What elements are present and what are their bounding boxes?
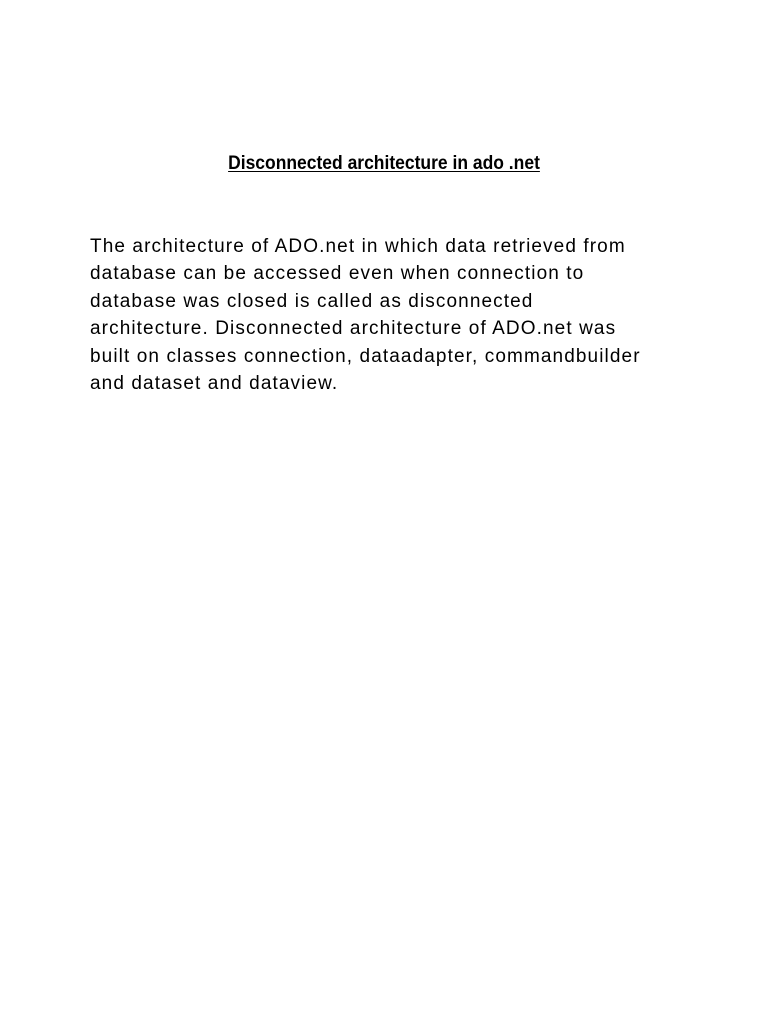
document-title: Disconnected architecture in ado .net xyxy=(228,153,540,174)
paragraph-line: and dataset and dataview. xyxy=(90,373,339,395)
paragraph-line: architecture. Disconnected architecture of ADO.net was xyxy=(90,318,617,340)
paragraph-line: The architecture of ADO.net in which data retrieved from xyxy=(90,236,626,257)
paragraph-line: built on classes connection, dataadapter, commandbuilder xyxy=(90,345,641,367)
document-paragraph xyxy=(90,233,710,397)
paragraph-line: database can be accessed even when connection to xyxy=(90,263,585,285)
paragraph-line: database was closed is called as disconnected xyxy=(90,290,534,312)
